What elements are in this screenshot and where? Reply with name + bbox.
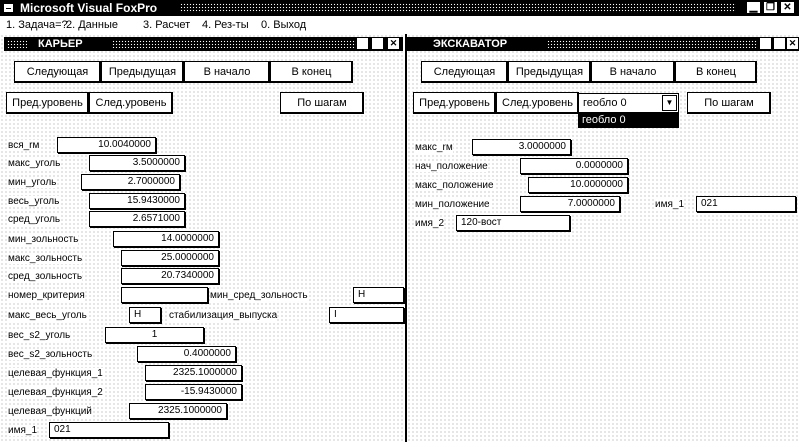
field-label: вся_rм (8, 140, 40, 151)
field-value[interactable]: 15.9430000 (89, 193, 185, 209)
excavator-panel (407, 34, 799, 442)
field-value[interactable]: 0.0000000 (520, 158, 628, 174)
field-value[interactable]: 10.0000000 (528, 177, 628, 193)
field-value[interactable]: 120-вост (456, 215, 570, 231)
field-label: весь_уголь (8, 196, 60, 207)
field-label: стабилизация_выпуска (169, 310, 278, 321)
next-level-button[interactable]: След.уровень (89, 92, 173, 114)
last-button[interactable]: В конец (675, 61, 757, 83)
next-level-button[interactable]: След.уровень (496, 92, 579, 114)
field-label: макс_положение (415, 180, 494, 191)
field-label: макс_rм (415, 142, 453, 153)
field-label: мин_уголь (8, 177, 57, 188)
field-value[interactable]: 0.4000000 (137, 346, 236, 362)
field-value[interactable]: 021 (696, 196, 796, 212)
panel-maximize-icon[interactable] (371, 37, 384, 50)
restore-icon[interactable]: ❐ (763, 1, 778, 14)
field-label: имя_1 (655, 199, 684, 210)
field-value[interactable]: I (329, 307, 404, 323)
excavator-panel-titlebar (407, 37, 799, 51)
field-label: целевая_функция_1 (8, 368, 103, 379)
prev-button[interactable]: Предыдущая (508, 61, 591, 83)
field-label: нач_положение (415, 161, 488, 172)
panel-maximize-icon[interactable] (773, 37, 786, 50)
steps-button[interactable]: По шагам (280, 92, 364, 114)
app-title-bar (0, 0, 799, 16)
menu-item-data[interactable]: 2. Данные (66, 19, 118, 31)
field-label: имя_2 (415, 218, 444, 229)
quarry-panel (0, 34, 405, 442)
geoblock-select-value: геобло 0 (583, 97, 627, 109)
quarry-panel-titlebar (4, 37, 403, 51)
field-value[interactable]: Н (353, 287, 404, 303)
panel-minimize-icon[interactable] (356, 37, 369, 50)
field-value[interactable]: 2.6571000 (89, 211, 185, 227)
field-value[interactable]: 14.0000000 (113, 231, 219, 247)
last-button[interactable]: В конец (270, 61, 353, 83)
prev-level-button[interactable]: Пред.уровень (413, 92, 496, 114)
panel-title-pattern (7, 40, 27, 48)
field-label: макс_зольность (8, 253, 83, 264)
system-menu-icon[interactable] (3, 3, 14, 13)
field-value[interactable]: 1 (105, 327, 204, 343)
field-value[interactable]: 20.7340000 (121, 268, 219, 284)
field-value[interactable]: 2325.1000000 (129, 403, 227, 419)
title-bar-pattern (180, 3, 736, 13)
chevron-down-icon[interactable]: ▼ (662, 95, 677, 111)
field-label: номер_критерия (8, 290, 85, 301)
panel-title-pattern (112, 40, 356, 48)
field-value[interactable]: 3.0000000 (472, 139, 571, 155)
geoblock-option[interactable]: геобло 0 (578, 113, 679, 128)
menu-item-exit[interactable]: 0. Выход (261, 19, 307, 31)
prev-button[interactable]: Предыдущая (101, 61, 184, 83)
field-value[interactable]: -15.9430000 (145, 384, 242, 400)
field-label: вес_s2_уголь (8, 330, 71, 341)
field-value[interactable]: 3.5000000 (89, 155, 185, 171)
first-button[interactable]: В начало (184, 61, 270, 83)
field-label: мин_зольность (8, 234, 79, 245)
menu-bar (0, 16, 799, 34)
quarry-panel-title: КАРЬЕР (38, 38, 83, 50)
first-button[interactable]: В начало (591, 61, 675, 83)
panel-close-icon[interactable]: ✕ (786, 37, 799, 50)
field-label: мин_положение (415, 199, 490, 210)
menu-item-results[interactable]: 4. Рез-ты (202, 19, 249, 31)
field-label: макс_весь_уголь (8, 310, 87, 321)
app-title: Microsoft Visual FoxPro (20, 1, 158, 15)
field-label: макс_уголь (8, 158, 61, 169)
close-icon[interactable]: ✕ (780, 1, 795, 14)
field-value[interactable]: 2325.1000000 (145, 365, 242, 381)
panel-close-icon[interactable]: ✕ (387, 37, 400, 50)
field-value[interactable] (121, 287, 208, 303)
field-value[interactable]: 10.0040000 (57, 137, 156, 153)
field-value[interactable]: 2.7000000 (81, 174, 180, 190)
field-label: целевая_функция_2 (8, 387, 103, 398)
field-value[interactable]: 7.0000000 (520, 196, 620, 212)
panel-minimize-icon[interactable] (759, 37, 772, 50)
field-label: мин_сред_зольность (210, 290, 308, 301)
menu-item-calc[interactable]: 3. Расчет (143, 19, 191, 31)
panel-title-pattern (547, 40, 757, 48)
field-value[interactable]: 021 (49, 422, 169, 438)
minimize-icon[interactable]: ▁ (746, 1, 761, 14)
next-button[interactable]: Следующая (14, 61, 101, 83)
field-value[interactable]: 25.0000000 (121, 250, 219, 266)
menu-item-task[interactable]: 1. Задача=? (6, 19, 68, 31)
field-label: целевая_функций (8, 406, 92, 417)
prev-level-button[interactable]: Пред.уровень (6, 92, 89, 114)
steps-button[interactable]: По шагам (687, 92, 771, 114)
field-label: сред_зольность (8, 271, 83, 282)
field-value[interactable]: Н (129, 307, 161, 323)
next-button[interactable]: Следующая (421, 61, 508, 83)
field-label: вес_s2_зольность (8, 349, 93, 360)
field-label: имя_1 (8, 425, 37, 436)
excavator-panel-title: ЭКСКАВАТОР (433, 38, 508, 50)
field-label: сред_уголь (8, 214, 61, 225)
